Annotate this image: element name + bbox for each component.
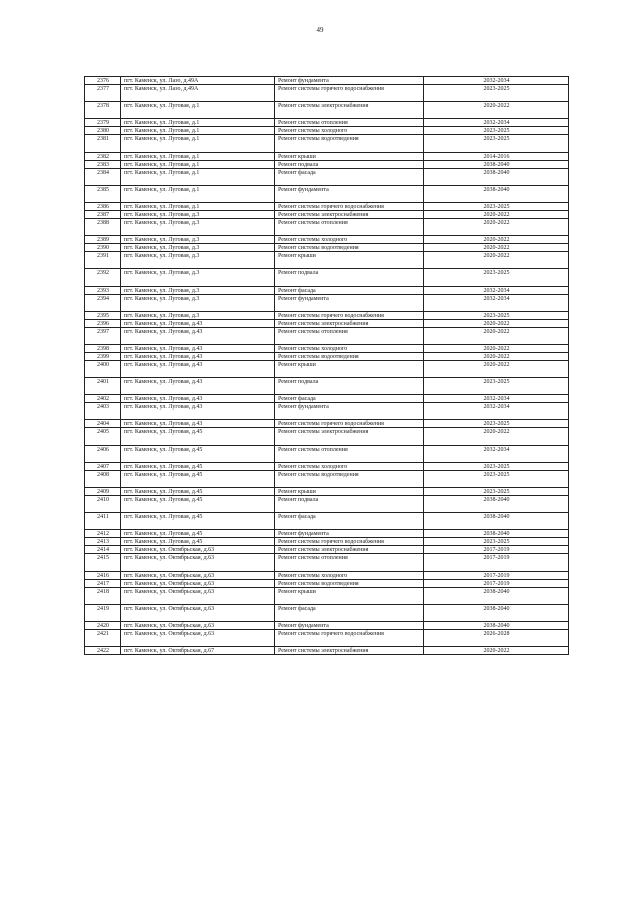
row-address: пгт. Каменск, ул. Луговая, д.3	[121, 218, 275, 235]
row-period: 2026-2028	[424, 629, 569, 646]
row-period: 2038-2040	[424, 513, 569, 530]
row-work-type: Ремонт подвала	[275, 496, 424, 513]
row-address: пгт. Каменск, ул. Луговая, д.45	[121, 513, 275, 530]
row-period: 2038-2040	[424, 496, 569, 513]
row-work-type: Ремонт крыши	[275, 360, 424, 377]
row-number: 2402	[85, 395, 121, 403]
table-row	[85, 294, 569, 311]
row-address: пгт. Каменск, ул. Лазо, д.49А	[121, 85, 275, 102]
table-row	[85, 269, 569, 286]
row-period: 2020-2022	[424, 428, 569, 445]
row-work-type: Ремонт фундамента	[275, 403, 424, 420]
table-row	[85, 344, 569, 352]
row-address: пгт. Каменск, ул. Луговая, д.43	[121, 420, 275, 428]
table-row	[85, 218, 569, 235]
row-work-type: Ремонт фасада	[275, 168, 424, 185]
row-number: 2396	[85, 319, 121, 327]
row-period: 2023-2025	[424, 202, 569, 210]
row-work-type: Ремонт фундамента	[275, 530, 424, 538]
row-number: 2412	[85, 530, 121, 538]
row-work-type: Ремонт системы холодного	[275, 236, 424, 244]
table-row	[85, 127, 569, 135]
table-row	[85, 496, 569, 513]
row-address: пгт. Каменск, ул. Луговая, д.45	[121, 496, 275, 513]
row-work-type: Ремонт системы горячего водоснабжения	[275, 202, 424, 210]
row-number: 2403	[85, 403, 121, 420]
row-period: 2020-2022	[424, 210, 569, 218]
table-row	[85, 647, 569, 655]
row-period: 2023-2025	[424, 420, 569, 428]
row-work-type: Ремонт системы электроснабжения	[275, 546, 424, 554]
row-number: 2409	[85, 488, 121, 496]
row-number: 2380	[85, 127, 121, 135]
row-address: пгт. Каменск, ул. Лазо, д.49А	[121, 77, 275, 85]
row-work-type: Ремонт системы горячего водоснабжения	[275, 629, 424, 646]
row-work-type: Ремонт системы водоотведения	[275, 244, 424, 252]
row-address: пгт. Каменск, ул. Луговая, д.43	[121, 352, 275, 360]
row-number: 2384	[85, 168, 121, 185]
table-row	[85, 77, 569, 85]
table-row	[85, 202, 569, 210]
row-work-type: Ремонт системы холодного	[275, 127, 424, 135]
table-row	[85, 252, 569, 269]
row-address: пгт. Каменск, ул. Октябрьская, д.63	[121, 579, 275, 587]
row-period: 2020-2022	[424, 252, 569, 269]
row-address: пгт. Каменск, ул. Луговая, д.1	[121, 185, 275, 202]
row-work-type: Ремонт системы холодного	[275, 571, 424, 579]
row-address: пгт. Каменск, ул. Луговая, д.3	[121, 269, 275, 286]
table-row	[85, 538, 569, 546]
row-address: пгт. Каменск, ул. Луговая, д.45	[121, 428, 275, 445]
table-row	[85, 621, 569, 629]
row-number: 2413	[85, 538, 121, 546]
row-work-type: Ремонт фасада	[275, 513, 424, 530]
page-number: 49	[316, 26, 324, 34]
row-address: пгт. Каменск, ул. Луговая, д.3	[121, 294, 275, 311]
row-period: 2020-2022	[424, 244, 569, 252]
row-period: 2038-2040	[424, 185, 569, 202]
row-number: 2398	[85, 344, 121, 352]
row-address: пгт. Каменск, ул. Октябрьская, д.63	[121, 546, 275, 554]
row-number: 2382	[85, 152, 121, 160]
row-address: пгт. Каменск, ул. Луговая, д.43	[121, 344, 275, 352]
row-number: 2392	[85, 269, 121, 286]
row-address: пгт. Каменск, ул. Луговая, д.1	[121, 152, 275, 160]
row-work-type: Ремонт фасада	[275, 604, 424, 621]
row-work-type: Ремонт крыши	[275, 587, 424, 604]
row-address: пгт. Каменск, ул. Луговая, д.1	[121, 135, 275, 152]
row-number: 2387	[85, 210, 121, 218]
row-address: пгт. Каменск, ул. Луговая, д.3	[121, 311, 275, 319]
row-work-type: Ремонт фундамента	[275, 294, 424, 311]
row-work-type: Ремонт системы горячего водоснабжения	[275, 538, 424, 546]
row-address: пгт. Каменск, ул. Луговая, д.43	[121, 403, 275, 420]
table-row	[85, 85, 569, 102]
table-row	[85, 513, 569, 530]
row-period: 2017-2019	[424, 571, 569, 579]
table-row	[85, 571, 569, 579]
row-address: пгт. Каменск, ул. Луговая, д.45	[121, 530, 275, 538]
row-number: 2418	[85, 587, 121, 604]
row-number: 2399	[85, 352, 121, 360]
row-work-type: Ремонт системы горячего водоснабжения	[275, 420, 424, 428]
row-address: пгт. Каменск, ул. Луговая, д.3	[121, 252, 275, 269]
table-row	[85, 629, 569, 646]
row-address: пгт. Каменск, ул. Луговая, д.3	[121, 210, 275, 218]
row-address: пгт. Каменск, ул. Луговая, д.43	[121, 360, 275, 377]
row-period: 2023-2025	[424, 127, 569, 135]
row-work-type: Ремонт системы горячего водоснабжения	[275, 85, 424, 102]
row-work-type: Ремонт системы отопления	[275, 119, 424, 127]
table-row	[85, 579, 569, 587]
row-address: пгт. Каменск, ул. Луговая, д.45	[121, 445, 275, 462]
row-address: пгт. Каменск, ул. Луговая, д.45	[121, 470, 275, 487]
row-address: пгт. Каменск, ул. Октябрьская, д.63	[121, 554, 275, 571]
table-row	[85, 395, 569, 403]
table-row	[85, 530, 569, 538]
row-number: 2419	[85, 604, 121, 621]
table-row	[85, 119, 569, 127]
row-number: 2421	[85, 629, 121, 646]
row-number: 2393	[85, 286, 121, 294]
row-address: пгт. Каменск, ул. Октябрьская, д.63	[121, 571, 275, 579]
row-number: 2383	[85, 160, 121, 168]
table-row	[85, 185, 569, 202]
row-work-type: Ремонт системы электроснабжения	[275, 319, 424, 327]
row-number: 2400	[85, 360, 121, 377]
row-period: 2032-2034	[424, 77, 569, 85]
table-row	[85, 236, 569, 244]
row-address: пгт. Каменск, ул. Октябрьская, д.67	[121, 647, 275, 655]
row-number: 2422	[85, 647, 121, 655]
repair-schedule-table	[84, 76, 569, 655]
row-address: пгт. Каменск, ул. Луговая, д.1	[121, 168, 275, 185]
row-period: 2038-2040	[424, 621, 569, 629]
row-address: пгт. Каменск, ул. Октябрьская, д.63	[121, 621, 275, 629]
table-row	[85, 470, 569, 487]
row-number: 2394	[85, 294, 121, 311]
row-work-type: Ремонт системы электроснабжения	[275, 102, 424, 119]
row-number: 2397	[85, 327, 121, 344]
row-address: пгт. Каменск, ул. Октябрьская, д.63	[121, 587, 275, 604]
row-work-type: Ремонт системы водоотведения	[275, 352, 424, 360]
row-work-type: Ремонт системы электроснабжения	[275, 210, 424, 218]
row-address: пгт. Каменск, ул. Луговая, д.43	[121, 327, 275, 344]
table-row	[85, 546, 569, 554]
row-work-type: Ремонт фундамента	[275, 185, 424, 202]
row-period: 2020-2022	[424, 344, 569, 352]
table-row	[85, 210, 569, 218]
row-work-type: Ремонт подвала	[275, 378, 424, 395]
row-address: пгт. Каменск, ул. Луговая, д.3	[121, 244, 275, 252]
table-row	[85, 311, 569, 319]
row-work-type: Ремонт системы горячего водоснабжения	[275, 311, 424, 319]
row-address: пгт. Каменск, ул. Луговая, д.1	[121, 127, 275, 135]
row-address: пгт. Каменск, ул. Луговая, д.43	[121, 319, 275, 327]
row-address: пгт. Каменск, ул. Луговая, д.45	[121, 538, 275, 546]
row-period: 2017-2019	[424, 546, 569, 554]
row-number: 2378	[85, 102, 121, 119]
row-period: 2032-2034	[424, 119, 569, 127]
row-period: 2032-2034	[424, 294, 569, 311]
row-number: 2381	[85, 135, 121, 152]
row-period: 2023-2025	[424, 378, 569, 395]
row-address: пгт. Каменск, ул. Луговая, д.45	[121, 488, 275, 496]
row-period: 2032-2034	[424, 445, 569, 462]
row-work-type: Ремонт системы водоотведения	[275, 135, 424, 152]
row-period: 2032-2034	[424, 403, 569, 420]
row-number: 2415	[85, 554, 121, 571]
row-period: 2020-2022	[424, 352, 569, 360]
row-work-type: Ремонт крыши	[275, 252, 424, 269]
table-row	[85, 420, 569, 428]
row-work-type: Ремонт системы отопления	[275, 445, 424, 462]
row-period: 2020-2022	[424, 102, 569, 119]
row-address: пгт. Каменск, ул. Луговая, д.43	[121, 378, 275, 395]
row-period: 2020-2022	[424, 360, 569, 377]
row-period: 2038-2040	[424, 604, 569, 621]
row-number: 2376	[85, 77, 121, 85]
row-work-type: Ремонт системы водоотведения	[275, 579, 424, 587]
row-work-type: Ремонт фундамента	[275, 621, 424, 629]
row-number: 2395	[85, 311, 121, 319]
row-address: пгт. Каменск, ул. Луговая, д.45	[121, 462, 275, 470]
table-row	[85, 168, 569, 185]
table-row	[85, 102, 569, 119]
row-work-type: Ремонт подвала	[275, 160, 424, 168]
row-number: 2411	[85, 513, 121, 530]
table-row	[85, 403, 569, 420]
row-number: 2390	[85, 244, 121, 252]
row-work-type: Ремонт системы электроснабжения	[275, 647, 424, 655]
row-number: 2401	[85, 378, 121, 395]
row-number: 2377	[85, 85, 121, 102]
table-row	[85, 244, 569, 252]
table-row	[85, 352, 569, 360]
row-address: пгт. Каменск, ул. Луговая, д.1	[121, 202, 275, 210]
row-period: 2038-2040	[424, 587, 569, 604]
row-number: 2407	[85, 462, 121, 470]
row-number: 2405	[85, 428, 121, 445]
row-work-type: Ремонт системы холодного	[275, 462, 424, 470]
table-row	[85, 152, 569, 160]
table-row	[85, 604, 569, 621]
row-period: 2032-2034	[424, 286, 569, 294]
row-address: пгт. Каменск, ул. Луговая, д.43	[121, 395, 275, 403]
row-period: 2023-2025	[424, 470, 569, 487]
row-work-type: Ремонт системы водоотведения	[275, 470, 424, 487]
row-period: 2020-2022	[424, 327, 569, 344]
row-period: 2023-2025	[424, 311, 569, 319]
row-number: 2386	[85, 202, 121, 210]
row-period: 2014-2016	[424, 152, 569, 160]
table-row	[85, 488, 569, 496]
row-address: пгт. Каменск, ул. Луговая, д.1	[121, 119, 275, 127]
row-number: 2385	[85, 185, 121, 202]
row-period: 2020-2022	[424, 647, 569, 655]
row-period: 2023-2025	[424, 269, 569, 286]
row-work-type: Ремонт фасада	[275, 395, 424, 403]
row-number: 2391	[85, 252, 121, 269]
table-row	[85, 462, 569, 470]
row-work-type: Ремонт фасада	[275, 286, 424, 294]
table-row	[85, 286, 569, 294]
table-row	[85, 428, 569, 445]
row-address: пгт. Каменск, ул. Луговая, д.3	[121, 286, 275, 294]
row-number: 2379	[85, 119, 121, 127]
row-period: 2023-2025	[424, 538, 569, 546]
table-row	[85, 135, 569, 152]
row-period: 2038-2040	[424, 160, 569, 168]
row-address: пгт. Каменск, ул. Октябрьская, д.63	[121, 629, 275, 646]
row-number: 2408	[85, 470, 121, 487]
row-address: пгт. Каменск, ул. Октябрьская, д.63	[121, 604, 275, 621]
row-work-type: Ремонт системы холодного	[275, 344, 424, 352]
table-row	[85, 445, 569, 462]
row-period: 2020-2022	[424, 236, 569, 244]
row-period: 2023-2025	[424, 135, 569, 152]
row-period: 2023-2025	[424, 85, 569, 102]
table-row	[85, 327, 569, 344]
table-row	[85, 360, 569, 377]
row-work-type: Ремонт системы отопления	[275, 327, 424, 344]
row-number: 2420	[85, 621, 121, 629]
row-period: 2020-2022	[424, 319, 569, 327]
table-row	[85, 554, 569, 571]
row-period: 2023-2025	[424, 488, 569, 496]
row-period: 2023-2025	[424, 462, 569, 470]
row-address: пгт. Каменск, ул. Луговая, д.1	[121, 160, 275, 168]
row-number: 2410	[85, 496, 121, 513]
table-body	[85, 77, 569, 655]
table-row	[85, 587, 569, 604]
table-row	[85, 160, 569, 168]
row-number: 2417	[85, 579, 121, 587]
row-address: пгт. Каменск, ул. Луговая, д.3	[121, 236, 275, 244]
row-period: 2017-2019	[424, 579, 569, 587]
row-number: 2416	[85, 571, 121, 579]
row-work-type: Ремонт фундамента	[275, 77, 424, 85]
row-number: 2414	[85, 546, 121, 554]
row-number: 2388	[85, 218, 121, 235]
row-number: 2406	[85, 445, 121, 462]
row-period: 2017-2019	[424, 554, 569, 571]
row-work-type: Ремонт крыши	[275, 488, 424, 496]
row-work-type: Ремонт системы электроснабжения	[275, 428, 424, 445]
row-period: 2038-2040	[424, 530, 569, 538]
row-work-type: Ремонт системы отопления	[275, 554, 424, 571]
row-period: 2032-2034	[424, 395, 569, 403]
table-row	[85, 319, 569, 327]
row-address: пгт. Каменск, ул. Луговая, д.1	[121, 102, 275, 119]
row-number: 2389	[85, 236, 121, 244]
row-period: 2038-2040	[424, 168, 569, 185]
table-row	[85, 378, 569, 395]
row-work-type: Ремонт системы отопления	[275, 218, 424, 235]
row-work-type: Ремонт крыши	[275, 152, 424, 160]
row-period: 2020-2022	[424, 218, 569, 235]
row-work-type: Ремонт подвала	[275, 269, 424, 286]
row-number: 2404	[85, 420, 121, 428]
